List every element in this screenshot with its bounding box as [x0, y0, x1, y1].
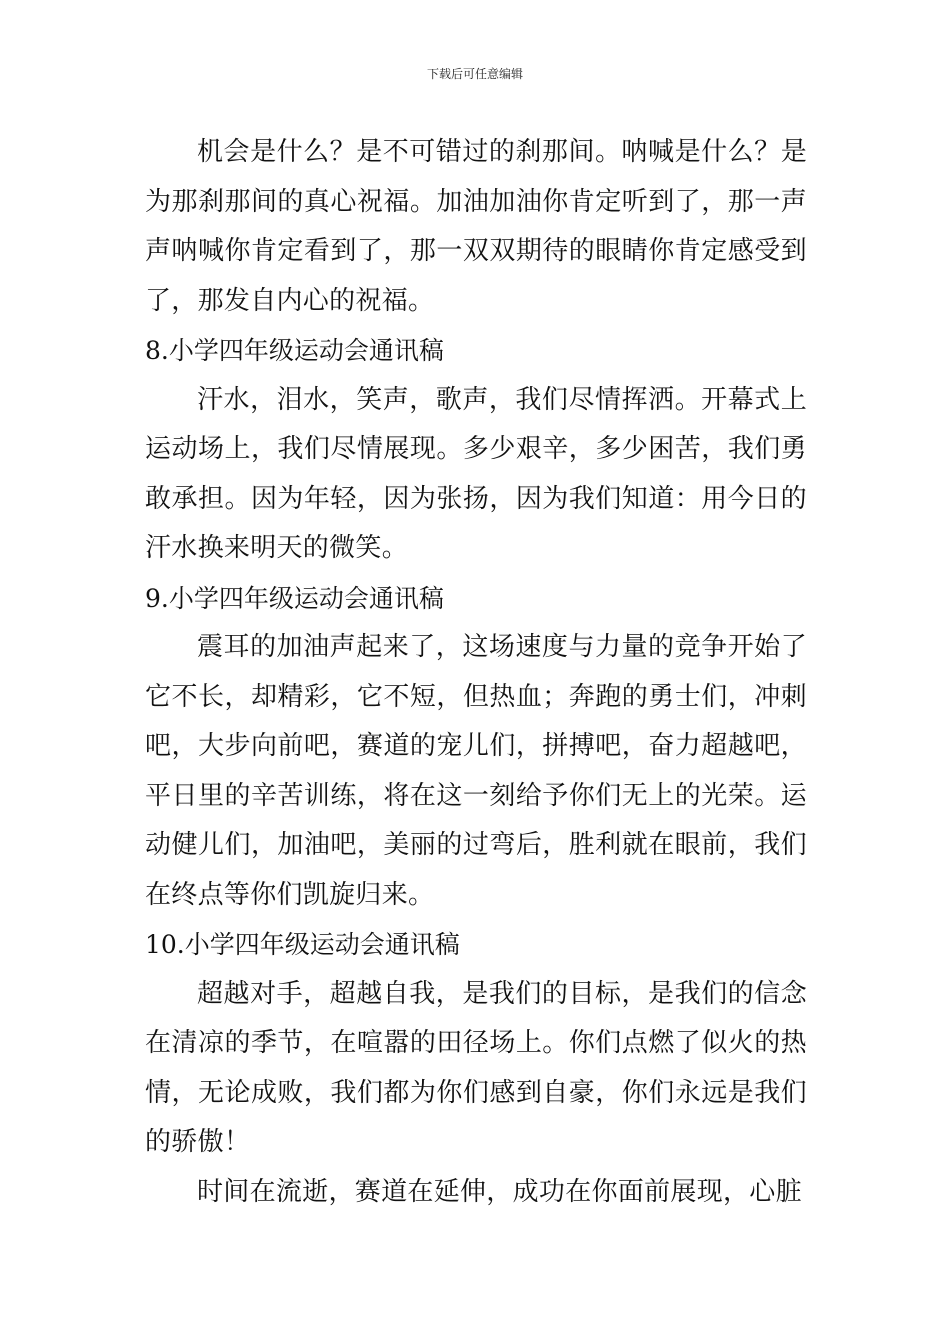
section-heading-9: 9.小学四年级运动会通讯稿 — [145, 583, 444, 613]
paragraph-sweat-tears: 汗水，泪水，笑声，歌声，我们尽情挥洒。开幕式上运动场上，我们尽情展现。多少艰辛，多少困苦，我们勇敢承担。因为年轻，因为张扬，因为我们知道：用今日的汗水换来明天的微笑。 — [145, 384, 807, 563]
paragraph-surpass: 超越对手，超越自我，是我们的目标，是我们的信念在清凉的季节，在喧嚣的田径场上。你们点燃了似火的热情，无论成败，我们都为你们感到自豪，你们永远是我们的骄傲！ — [145, 978, 807, 1157]
paragraph-opportunity: 机会是什么？是不可错过的刹那间。呐喊是什么？是为那刹那间的真心祝福。加油加油你肯定听到了，那一声声呐喊你肯定看到了，那一双双期待的眼睛你肯定感受到了，那发自内心的祝福。 — [145, 137, 807, 316]
section-heading-10: 10.小学四年级运动会通讯稿 — [145, 930, 460, 959]
section-heading-8: 8.小学四年级运动会通讯稿 — [145, 336, 444, 365]
paragraph-time-flows: 时间在流逝，赛道在延伸，成功在你面前展现，心脏 — [197, 1176, 802, 1207]
paragraph-cheering: 震耳的加油声起来了，这场速度与力量的竞争开始了它不长，却精彩，它不短，但热血；奔跑的勇士们，冲刺吧，大步向前吧，赛道的宠儿们，拼搏吧，奋力超越吧，平日里的辛苦训练，将在这一刻给予你们无上的光荣。运动健儿们，加油吧，美丽的过弯后，胜利就在眼前，我们在终点等你们凯旋归来。 — [145, 632, 807, 910]
document-body — [145, 128, 807, 1217]
page-header-note: 下载后可任意编辑 — [426, 67, 523, 81]
